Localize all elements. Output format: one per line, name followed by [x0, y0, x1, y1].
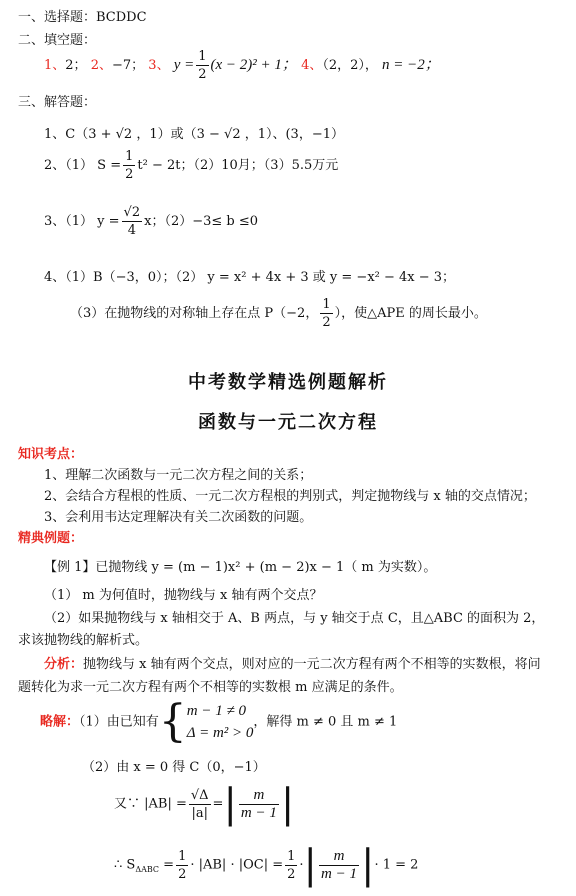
area-abs-left-icon: | [303, 842, 318, 888]
example-1-part2-line2: 求该抛物线的解析式。 [18, 633, 149, 648]
solution-part2: （2）由 x = 0 得 C（0，−1） [82, 760, 266, 775]
area-formula [114, 842, 419, 888]
solution-part1-result: ，解得 m ≠ 0 且 m ≠ 1 [253, 714, 398, 730]
solve-q4-part3-post: ），使△APE 的周长最小。 [334, 306, 487, 321]
solve-q4-part3-pre: （3）在抛物线的对称轴上存在点 P（−2， [70, 306, 319, 321]
fill-3-rhs: (x − 2)² + 1； [210, 57, 297, 73]
fill-4-n-value: n = −2； [382, 57, 440, 73]
condition-2: Δ = m² > 0 [186, 725, 254, 741]
solve-q3-lhs: 3、（1） y = [44, 214, 120, 229]
example-1-part1: （1） m 为何值时，抛物线与 x 轴有两个交点？ [44, 588, 323, 603]
area-fraction-1 [176, 848, 188, 883]
area-fraction-3-num: m [319, 848, 359, 866]
solve-q3 [44, 204, 258, 239]
solve-q4-part3-fraction-den: 2 [322, 315, 331, 330]
solve-q4-part3 [70, 296, 487, 331]
ab-fraction-2-den: m − 1 [240, 804, 277, 821]
fill-4-number: 4、 [301, 58, 323, 73]
ab-length-formula [114, 781, 295, 827]
condition-1: m − 1 ≠ 0 [186, 703, 246, 719]
area-fraction-2-den: 2 [287, 866, 296, 882]
solution-part1-pre: （1）由已知有 [79, 714, 159, 730]
solve-q2-rhs: t² − 2t；（2）10月；（3）5.5万元 [137, 158, 339, 173]
fill-answers-line [44, 48, 440, 83]
solve-q1: 1、C（3 + √2 ，1）或（3 − √2 ，1）、(3，−1） [44, 127, 344, 142]
solve-q3-fraction [122, 204, 143, 239]
solve-q2 [44, 148, 338, 183]
fill-1-answer: 2； [65, 58, 87, 73]
area-dot: · [299, 857, 304, 873]
area-lhs: ∴ S [114, 857, 136, 873]
knowledge-item-1: 1、理解二次函数与一元二次方程之间的关系； [44, 468, 313, 483]
ab-fraction-1 [189, 787, 211, 822]
solve-q3-fraction-num: √2 [123, 205, 141, 220]
fill-1-number: 1、 [44, 58, 66, 73]
area-equals: = [163, 857, 175, 873]
fill-2-number: 2、 [90, 58, 112, 73]
examples-label: 精典例题： [18, 531, 84, 546]
knowledge-item-3: 3、会利用韦达定理解决有关二次函数的问题。 [44, 510, 313, 525]
abs-bar-right-icon: | [280, 781, 295, 827]
area-middle: · |AB| · |OC| = [190, 857, 284, 873]
analysis-text-1: 抛物线与 x 轴有两个交点，则对应的一元二次方程有两个不相等的实数根，将问 [83, 657, 541, 672]
ab-fraction-1-num: √Δ [190, 787, 209, 803]
page-subtitle: 函数与一元二次方程 [198, 412, 378, 433]
solve-q4-part3-fraction [320, 296, 332, 331]
ab-length-lhs: 又∵ |AB| = [114, 796, 187, 812]
fill-3-lhs: y = [173, 57, 195, 73]
ab-fraction-1-den: |a| [191, 805, 208, 821]
solve-q3-fraction-den: 4 [127, 223, 136, 238]
fill-2-answer: −7； [111, 58, 145, 73]
solve-q2-fraction-den: 2 [125, 167, 134, 182]
solve-q4-part3-fraction-num: 1 [322, 297, 331, 312]
area-fraction-1-den: 2 [178, 866, 187, 882]
area-abs-right-icon: | [360, 842, 375, 888]
solve-q2-fraction-num: 1 [125, 149, 134, 164]
area-fraction-2-num: 1 [287, 848, 296, 864]
left-brace-icon: { [158, 696, 187, 747]
knowledge-label: 知识考点： [18, 447, 84, 462]
analysis-line-1 [44, 653, 541, 672]
solve-q3-rhs: x；（2）−3≤ b ≤0 [144, 214, 259, 229]
answer-fill-heading: 二、填空题： [18, 33, 97, 48]
solve-q2-fraction [123, 148, 135, 183]
ab-fraction-2 [239, 787, 279, 822]
area-subscript: ΔABC [135, 865, 160, 875]
answer-choice-line: 一、选择题：BCDDC [18, 10, 147, 25]
solution-label: 略解： [40, 714, 80, 730]
fill-3-fraction [196, 48, 208, 83]
area-fraction-2 [285, 848, 297, 883]
ab-equals: = [212, 796, 224, 812]
abs-bar-left-icon: | [223, 781, 237, 827]
solve-q2-lhs: 2、（1） S = [44, 158, 122, 173]
solution-part1 [40, 696, 398, 747]
condition-system [187, 700, 254, 744]
fill-3-number: 3、 [148, 58, 170, 73]
fill-3-fraction-den: 2 [198, 67, 207, 82]
solve-q4: 4、（1）B（−3，0）；（2） y = x² + 4x + 3 或 y = −x² − 4x − 3； [44, 270, 456, 285]
fill-3-fraction-num: 1 [198, 49, 207, 64]
area-fraction-3-den: m − 1 [321, 865, 357, 882]
area-fraction-1-num: 1 [178, 848, 187, 864]
fill-4-answer: （2，2）， [322, 58, 378, 73]
page-title: 中考数学精选例题解析 [188, 372, 388, 393]
ab-fraction-2-num: m [239, 787, 279, 805]
answer-solve-heading: 三、解答题： [18, 95, 97, 110]
analysis-line-2: 题转化为求一元二次方程有两个不相等的实数根 m 应满足的条件。 [18, 680, 403, 695]
knowledge-item-2: 2、会结合方程根的性质、一元二次方程根的判别式，判定抛物线与 x 轴的交点情况； [44, 489, 536, 504]
example-1-part2-line1: （2）如果抛物线与 x 轴相交于 A、B 两点，与 y 轴交于点 C，且△ABC 的面积为 2， [44, 611, 545, 626]
area-result: · 1 = 2 [374, 857, 419, 873]
area-fraction-3 [319, 848, 359, 883]
analysis-label: 分析： [44, 657, 84, 672]
example-1-statement: 【例 1】已抛物线 y = (m − 1)x² + (m − 2)x − 1（ m 为实数）。 [44, 560, 437, 575]
